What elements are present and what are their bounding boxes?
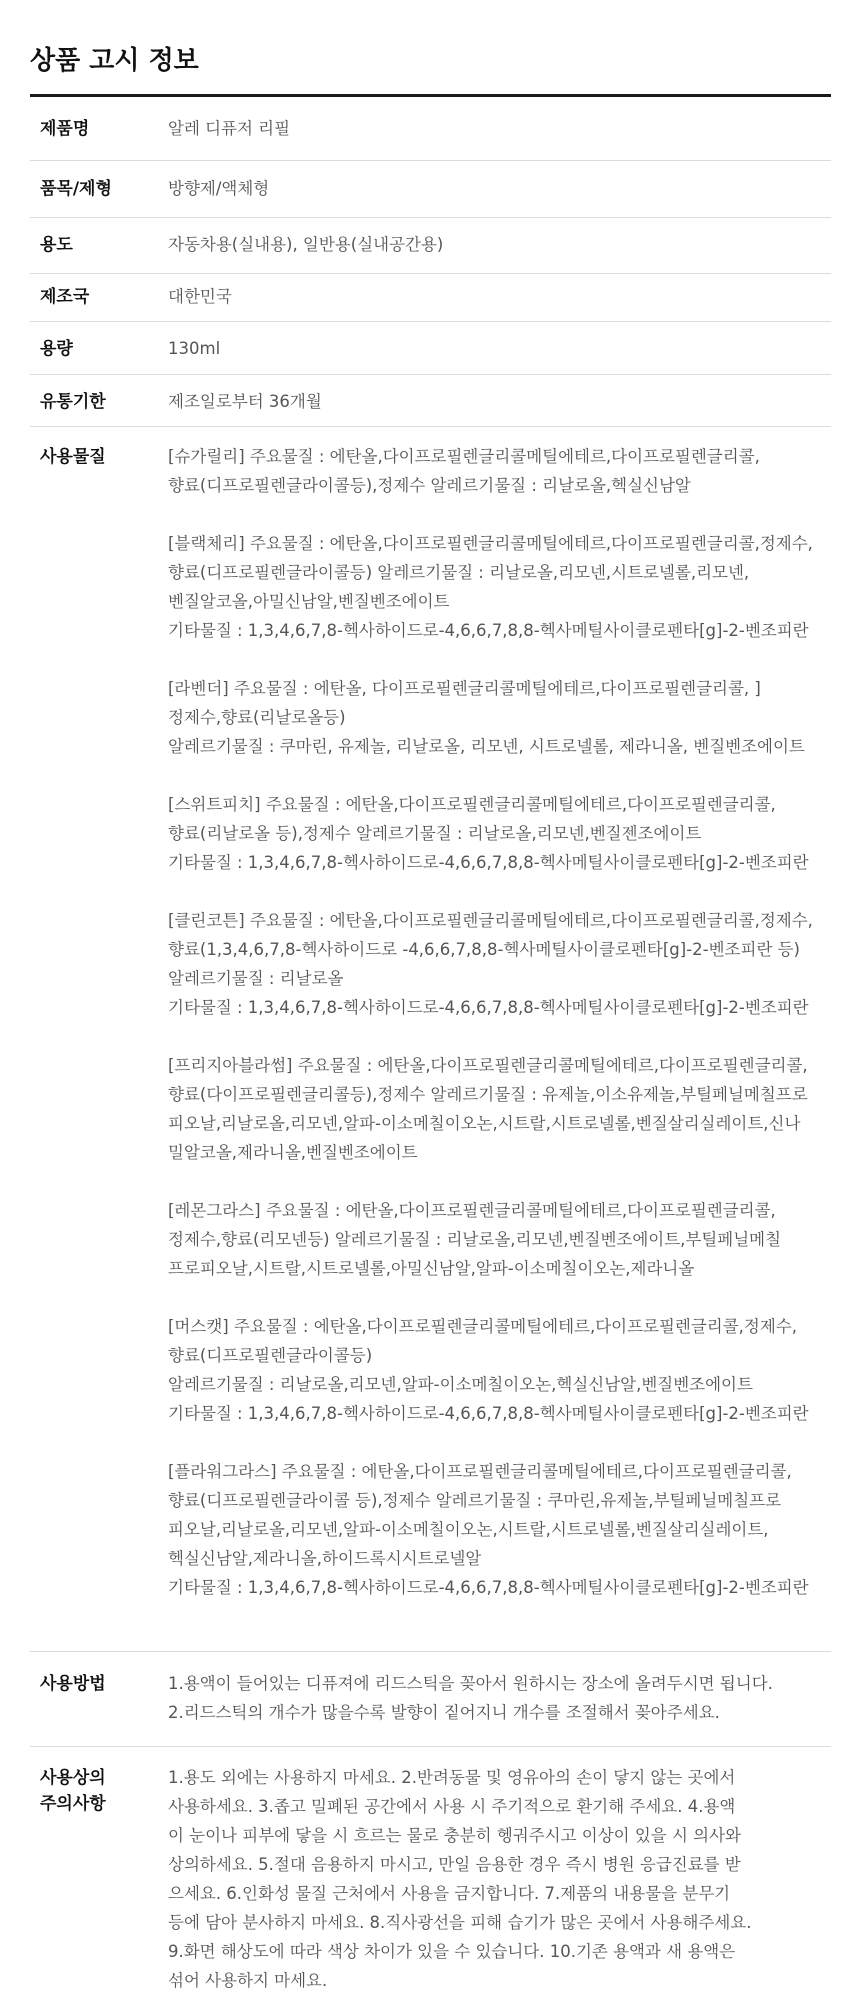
row-value: 알레 디퓨저 리필 [168, 119, 291, 138]
text-line: 1.용도 외에는 사용하지 마세요. 2.반려동물 및 영유아의 손이 닿지 않는 곳에서 [168, 1768, 736, 1787]
text-line: 벤질알코올,아밀신남알,벤질벤조에이트 [168, 592, 450, 611]
text-line: 피오날,리날로올,리모넨,알파-이소메칠이오논,시트랄,시트로넬롤,벤질살리실레이트,신나 [168, 1114, 801, 1133]
text-line: [클린코튼] 주요물질 : 에탄올,다이프로필렌글리콜메틸에테르,다이프로필렌글리콜,정제수, [168, 911, 813, 930]
row-product-name [30, 98, 831, 161]
row-volume [30, 322, 831, 375]
materials-value [168, 442, 831, 1602]
text-line: 프로피오날,시트랄,시트로넬롤,아밀신남알,알파-이소메칠이오논,제라니올 [168, 1259, 695, 1278]
row-label: 제조국 [40, 287, 90, 307]
text-line: [레몬그라스] 주요물질 : 에탄올,다이프로필렌글리콜메틸에테르,다이프로필렌글리콜, [168, 1201, 776, 1220]
text-line: [블랙체리] 주요물질 : 에탄올,다이프로필렌글리콜메틸에테르,다이프로필렌글리콜,정제수, [168, 534, 813, 553]
text-line: 섞어 사용하지 마세요. [168, 1971, 328, 1990]
text-line: 밀알코올,제라니올,벤질벤조에이트 [168, 1143, 418, 1162]
text-line: 향료(디프로필렌글라이콜등) [168, 1346, 373, 1365]
row-label: 사용물질 [40, 447, 106, 467]
text-line: 등에 담아 분사하지 마세요. 8.직사광선을 피해 습기가 많은 곳에서 사용해주세요. [168, 1913, 752, 1932]
usage-value [168, 1669, 831, 1727]
text-line: 2.리드스틱의 개수가 많을수록 발향이 짙어지니 개수를 조절해서 꽂아주세요. [168, 1703, 720, 1722]
text-line: [슈가릴리] 주요물질 : 에탄올,다이프로필렌글리콜메틸에테르,다이프로필렌글리콜, [168, 447, 760, 466]
material-paragraph [168, 906, 831, 1022]
material-paragraph [168, 1196, 831, 1283]
text-line: [플라워그라스] 주요물질 : 에탄올,다이프로필렌글리콜메틸에테르,다이프로필렌글리콜, [168, 1462, 792, 1481]
text-line: 향료(리날로올 등),정제수 알레르기물질 : 리날로올,리모넨,벤질젠조에이트 [168, 824, 702, 843]
text-line: 1.용액이 들어있는 디퓨져에 리드스틱을 꽂아서 원하시는 장소에 올려두시면 됩니다. [168, 1674, 773, 1693]
text-line: 향료(다이프로필렌글리콜등),정제수 알레르기물질 : 유제놀,이소유제놀,부틸페닐메칠프로 [168, 1085, 808, 1104]
label-line: 주의사항 [40, 1794, 106, 1814]
row-label: 사용방법 [40, 1674, 106, 1694]
material-paragraph [168, 674, 831, 761]
row-label: 용량 [40, 339, 73, 359]
row-caution [30, 1747, 831, 1997]
text-line: [라벤더] 주요물질 : 에탄올, 다이프로필렌글리콜메틸에테르,다이프로필렌글리콜, ] [168, 679, 761, 698]
text-line: 으세요. 6.인화성 물질 근처에서 사용을 금지합니다. 7.제품의 내용물을 분무기 [168, 1884, 731, 1903]
text-line: 향료(1,3,4,6,7,8-헥사하이드로 -4,6,6,7,8,8-헥사메틸사이클로펜타[g]-2-벤조피란 등) [168, 940, 800, 959]
text-line: 정제수,향료(리날로올등) [168, 708, 346, 727]
row-label: 유통기한 [40, 392, 106, 412]
caution-value [168, 1763, 831, 1995]
text-line: 기타물질 : 1,3,4,6,7,8-헥사하이드로-4,6,6,7,8,8-헥사메틸사이클로펜타[g]-2-벤조피란 [168, 998, 809, 1017]
text-line: 알레르기물질 : 쿠마린, 유제놀, 리날로올, 리모넨, 시트로넬롤, 제라니올, 벤질벤조에이트 [168, 737, 805, 756]
text-line: 향료(디프로필렌글라이콜 등),정제수 알레르기물질 : 쿠마린,유제놀,부틸페닐메칠프로 [168, 1491, 782, 1510]
text-line: 향료(디프로필렌글라이콜등),정제수 알레르기물질 : 리날로올,헥실신남알 [168, 476, 691, 495]
text-line: 기타물질 : 1,3,4,6,7,8-헥사하이드로-4,6,6,7,8,8-헥사메틸사이클로펜타[g]-2-벤조피란 [168, 1404, 809, 1423]
text-line: 9.화면 해상도에 따라 색상 차이가 있을 수 있습니다. 10.기존 용액과 새 용액은 [168, 1942, 736, 1961]
text-line: 기타물질 : 1,3,4,6,7,8-헥사하이드로-4,6,6,7,8,8-헥사메틸사이클로펜타[g]-2-벤조피란 [168, 853, 809, 872]
row-label: 품목/제형 [40, 179, 112, 199]
text-line: 사용하세요. 3.좁고 밀폐된 공간에서 사용 시 주기적으로 환기해 주세요. 4.용액 [168, 1797, 736, 1816]
row-value: 제조일로부터 36개월 [168, 392, 322, 411]
text-line: 이 눈이나 피부에 닿을 시 흐르는 물로 충분히 헹궈주시고 이상이 있을 시 의사와 [168, 1826, 741, 1845]
row-label: 제품명 [40, 119, 90, 139]
label-line: 사용상의 [40, 1768, 106, 1788]
text-line: 피오날,리날로올,리모넨,알파-이소메칠이오논,시트랄,시트로넬롤,벤질살리실레이트, [168, 1520, 769, 1539]
material-paragraph [168, 790, 831, 877]
material-paragraph [168, 529, 831, 645]
row-expiry [30, 375, 831, 427]
row-label: 용도 [40, 235, 73, 255]
material-paragraph [168, 442, 831, 500]
row-country [30, 274, 831, 322]
page-title: 상품 고시 정보 [30, 46, 199, 76]
row-value: 자동차용(실내용), 일반용(실내공간용) [168, 235, 444, 254]
text-line: 기타물질 : 1,3,4,6,7,8-헥사하이드로-4,6,6,7,8,8-헥사메틸사이클로펜타[g]-2-벤조피란 [168, 621, 809, 640]
text-line: 헥실신남알,제라니올,하이드록시시트로넬알 [168, 1549, 482, 1568]
text-line: 향료(디프로필렌글라이콜등) 알레르기물질 : 리날로올,리모넨,시트로넬롤,리모넨, [168, 563, 750, 582]
material-paragraph [168, 1457, 831, 1602]
row-label [40, 1765, 106, 1817]
text-line: 정제수,향료(리모넨등) 알레르기물질 : 리날로올,리모넨,벤질벤조에이트,부틸페닐메칠 [168, 1230, 782, 1249]
row-purpose [30, 218, 831, 274]
material-paragraph [168, 1051, 831, 1167]
text-line: 알레르기물질 : 리날로올 [168, 969, 344, 988]
row-item-type [30, 161, 831, 218]
text-line: [스위트피치] 주요물질 : 에탄올,다이프로필렌글리콜메틸에테르,다이프로필렌글리콜, [168, 795, 776, 814]
row-value: 130ml [168, 339, 221, 358]
material-paragraph [168, 1312, 831, 1428]
row-value: 방향제/액체형 [168, 179, 270, 198]
text-line: [프리지아블라썸] 주요물질 : 에탄올,다이프로필렌글리콜메틸에테르,다이프로필렌글리콜, [168, 1056, 808, 1075]
row-usage [30, 1652, 831, 1747]
text-line: 기타물질 : 1,3,4,6,7,8-헥사하이드로-4,6,6,7,8,8-헥사메틸사이클로펜타[g]-2-벤조피란 [168, 1578, 809, 1597]
text-line: 알레르기물질 : 리날로올,리모넨,알파-이소메칠이오논,헥실신남알,벤질벤조에이트 [168, 1375, 753, 1394]
row-materials [30, 427, 831, 1652]
row-value: 대한민국 [168, 287, 232, 306]
title-divider [30, 94, 831, 97]
text-line: 상의하세요. 5.절대 음용하지 마시고, 만일 음용한 경우 즉시 병원 응급진료를 받 [168, 1855, 741, 1874]
text-line: [머스캣] 주요물질 : 에탄올,다이프로필렌글리콜메틸에테르,다이프로필렌글리콜,정제수, [168, 1317, 797, 1336]
